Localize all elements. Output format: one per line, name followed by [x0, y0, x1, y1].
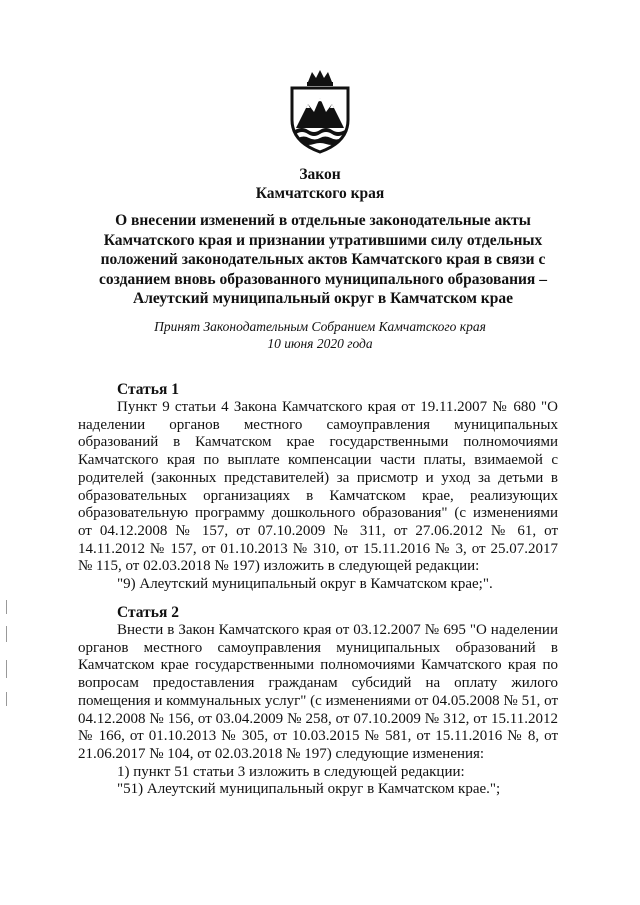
article-2-item-1: 1) пункт 51 статьи 3 изложить в следующей редакции:	[117, 763, 465, 780]
article-1-heading: Статья 1	[117, 381, 179, 398]
article-1-body	[78, 399, 558, 594]
law-subject: О внесении изменений в отдельные законодательные акты Камчатского края и признании утратившими силу отдельных положений законодательных актов Камчатского края в связи с созданием вновь образованного муниципального образования – Алеутский муниципальный округ в Камчатском крае	[99, 212, 547, 307]
scan-edge-marks	[5, 600, 8, 710]
scan-mark	[6, 660, 7, 678]
scan-mark	[6, 626, 7, 642]
kamchatka-coat-of-arms-icon	[286, 68, 354, 154]
scan-mark	[6, 600, 7, 614]
article-1-quote: "9) Алеутский муниципальный округ в Камчатском крае;".	[117, 576, 493, 593]
scan-mark	[6, 692, 7, 706]
adoption-body: Принят Законодательным Собранием Камчатского края	[154, 319, 486, 334]
adoption-date: 10 июня 2020 года	[267, 336, 373, 351]
article-2-quote: "51) Алеутский муниципальный округ в Камчатском крае.";	[117, 781, 501, 798]
article-1-text: Пункт 9 статьи 4 Закона Камчатского края от 19.11.2007 № 680 "О наделении органов местного самоуправления муниципальных образований в Камчатском крае государственными полномочиями Камчатского края по выплате компенсации части платы, взимаемой с родителей (законных представителей) за присмотр и уход за детьми в образовательных организациях в Камчатском крае, реализующих образовательную программу дошкольного образования" (с изменениями от 04.12.2008 № 157, от 07.10.2009 № 311, от 27.06.2012 № 61, от 14.11.2012 № 157, от 01.10.2013 № 310, от 15.11.2016 № 3, от 25.07.2017 № 115, от 02.03.2018 № 197) изложить в следующей редакции:	[78, 399, 558, 575]
article-2-heading: Статья 2	[117, 604, 179, 621]
document-subtitle: Камчатского края	[255, 185, 385, 202]
document-title: Закон	[299, 166, 341, 183]
article-2-text: Внести в Закон Камчатского края от 03.12.2007 № 695 "О наделении органов местного самоуправления муниципальных образований в Камчатском крае государственными полномочиями Камчатского края по вопросам предоставления гражданам субсидий на оплату жилого помещения и коммунальных услуг" (с изменениями от 04.05.2008 № 51, от 04.12.2008 № 156, от 03.04.2009 № 258, от 07.10.2009 № 312, от 15.11.2012 № 166, от 01.10.2013 № 305, от 10.03.2015 № 581, от 15.11.2016 № 8, от 21.06.2017 № 104, от 02.03.2018 № 197) следующие изменения:	[78, 622, 558, 762]
article-2-body	[78, 622, 558, 799]
